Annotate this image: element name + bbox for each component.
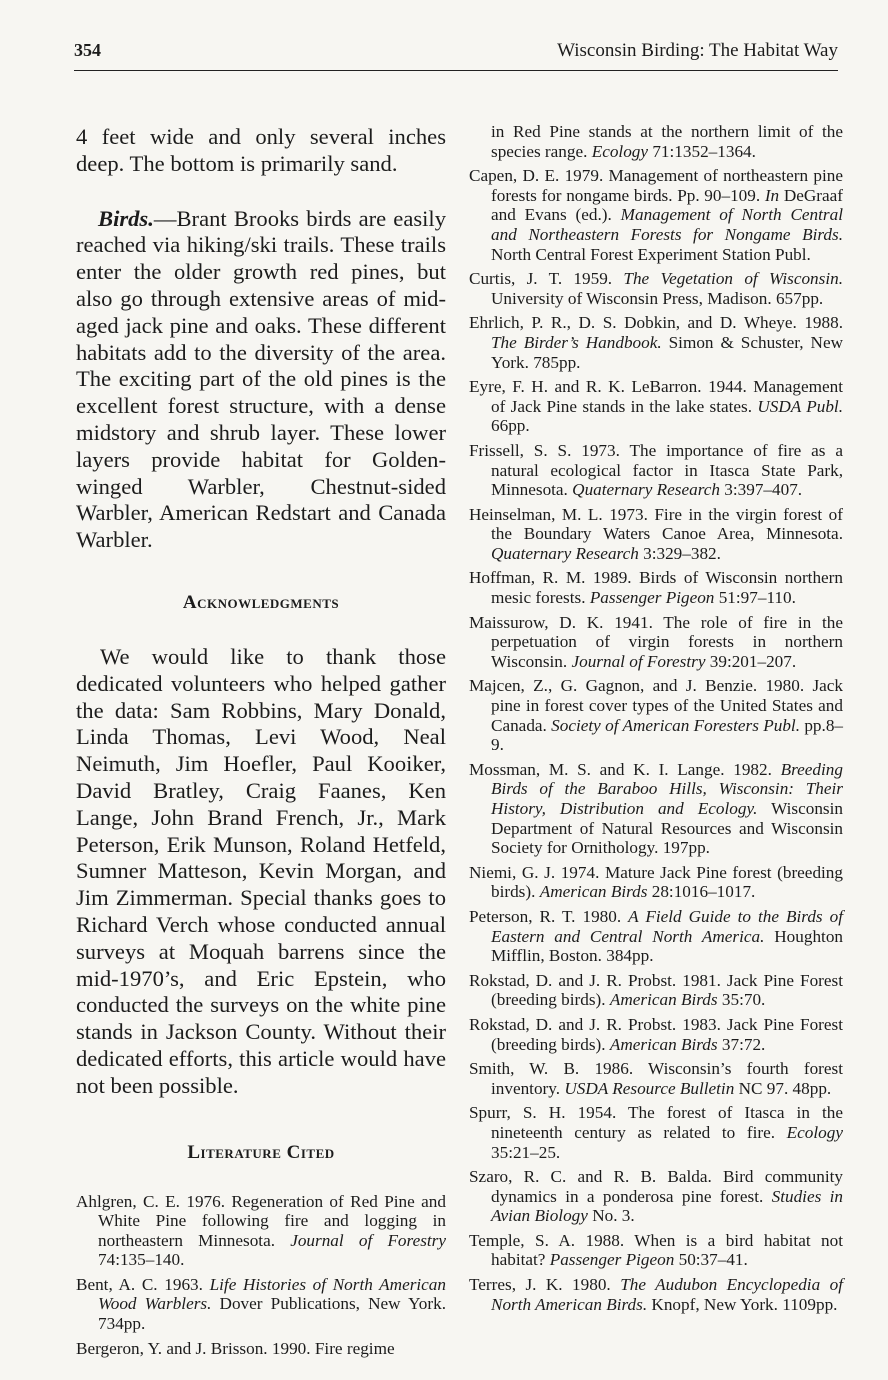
birds-lead-in: Birds. [98, 205, 154, 231]
reference-entry: Spurr, S. H. 1954. The forest of Itasca in the nineteenth century as related to fire. Ecology 35:21–25. [469, 1103, 843, 1162]
reference-entry: Temple, S. A. 1988. When is a bird habitat not habitat? Passenger Pigeon 50:37–41. [469, 1230, 843, 1270]
reference-entry: Maissurow, D. K. 1941. The role of fire in the perpetuation of virgin forests in northern Wisconsin. Journal of Forestry 39:201–207. [469, 612, 843, 671]
reference-entry: Mossman, M. S. and K. I. Lange. 1982. Breeding Birds of the Baraboo Hills, Wisconsin: Their History, Distribution and Ecology. Wisconsin Department of Natural Resources and Wisconsin Society for Ornithology. 197pp. [469, 759, 843, 858]
right-column [469, 122, 843, 1319]
reference-entry: Terres, J. K. 1980. The Audubon Encyclopedia of North American Birds. Knopf, New York. 1109pp. [469, 1275, 843, 1314]
reference-entry: Hoffman, R. M. 1989. Birds of Wisconsin northern mesic forests. Passenger Pigeon 51:97–110. [469, 568, 843, 608]
page-number: 354 [74, 40, 101, 60]
reference-entry: Ahlgren, C. E. 1976. Regeneration of Red Pine and White Pine following fire and logging in northeastern Minnesota. Journal of Forestry 74:135–140. [76, 1191, 446, 1270]
reference-entry: Majcen, Z., G. Gagnon, and J. Benzie. 1980. Jack pine in forest cover types of the United States and Canada. Society of American Foresters Publ. pp.8–9. [469, 676, 843, 755]
birds-text: —Brant Brooks birds are easily reached via hiking/ski trails. These trails enter the older growth red pines, but also go through extensive areas of mid-aged jack pine and oaks. These different habitats add to the diversity of the area. The exciting part of the old pines is the excellent forest structure, with a dense midstory and shrub layer. These lower layers provide habitat for Golden-winged Warbler, Chestnut-sided Warbler, American Redstart and Canada Warbler. [76, 205, 446, 553]
references-left [76, 1192, 446, 1359]
reference-entry: Peterson, R. T. 1980. A Field Guide to the Birds of Eastern and Central North America. Houghton Mifflin, Boston. 384pp. [469, 906, 843, 966]
reference-entry: Bent, A. C. 1963. Life Histories of North American Wood Warblers. Dover Publications, New York. 734pp. [76, 1274, 446, 1334]
reference-entry: Capen, D. E. 1979. Management of northeastern pine forests for nongame birds. Pp. 90–109. In DeGraaf and Evans (ed.). Management of North Central and Northeastern Forests for Nongame Birds. North Central Forest Experiment Station Publ. [469, 166, 843, 264]
acknowledgments-paragraph: We would like to thank those dedicated volunteers who helped gather the data: Sam Robbins, Mary Donald, Linda Thomas, Levi Wood, Neal Neimuth, Jim Hoefler, Paul Kooiker, David Bratley, Craig Faanes, Ken Lange, John Brand French, Jr., Mark Peterson, Erik Munson, Roland Hetfeld, Sumner Matteson, Kevin Morgan, and Jim Zimmerman. Special thanks goes to Richard Verch whose conducted annual surveys at Moquah barrens since the mid-1970’s, and Eric Epstein, who conducted the surveys on the white pine stands in Jackson County. Without their dedicated efforts, this article would have not been possible. [76, 643, 446, 1098]
reference-continued: in Red Pine stands at the northern limit of the species range. Ecology 71:1352–1364. [491, 122, 843, 161]
reference-entry: Smith, W. B. 1986. Wisconsin’s fourth forest inventory. USDA Resource Bulletin NC 97. 48pp. [469, 1059, 843, 1098]
running-head: Wisconsin Birding: The Habitat Way [557, 40, 838, 61]
reference-entry: Szaro, R. C. and R. B. Balda. Bird community dynamics in a ponderosa pine forest. Studies in Avian Biology No. 3. [469, 1167, 843, 1226]
page-header [74, 38, 838, 71]
reference-entry: Heinselman, M. L. 1973. Fire in the virgin forest of the Boundary Waters Canoe Area, Minnesota. Quaternary Research 3:329–382. [469, 504, 843, 563]
reference-entry: Rokstad, D. and J. R. Probst. 1981. Jack Pine Forest (breeding birds). American Birds 35:70. [469, 970, 843, 1010]
birds-paragraph [76, 206, 446, 554]
reference-entry: Bergeron, Y. and J. Brisson. 1990. Fire regime [76, 1338, 395, 1358]
reference-entry: Eyre, F. H. and R. K. LeBarron. 1944. Management of Jack Pine stands in the lake states. USDA Publ. 66pp. [469, 377, 844, 436]
reference-entry: Ehrlich, P. R., D. S. Dobkin, and D. Wheye. 1988. The Birder’s Handbook. Simon & Schuster, New York. 785pp. [469, 313, 843, 372]
reference-entry: Curtis, J. T. 1959. The Vegetation of Wisconsin. University of Wisconsin Press, Madison. 657pp. [469, 269, 843, 308]
left-column [76, 124, 446, 1363]
reference-entry: Rokstad, D. and J. R. Probst. 1983. Jack Pine Forest (breeding birds). American Birds 37:72. [469, 1014, 843, 1054]
reference-entry: Niemi, G. J. 1974. Mature Jack Pine forest (breeding birds). American Birds 28:1016–1017. [469, 862, 843, 902]
reference-entry: Frissell, S. S. 1973. The importance of fire as a natural ecological factor in Itasca State Park, Minnesota. Quaternary Research 3:397–407. [469, 440, 843, 500]
literature-cited-heading: Literature Cited [187, 1141, 335, 1163]
acknowledgments-heading: Acknowledgments [182, 591, 340, 613]
continued-paragraph: 4 feet wide and only several inches deep. The bottom is primarily sand. [76, 124, 446, 176]
